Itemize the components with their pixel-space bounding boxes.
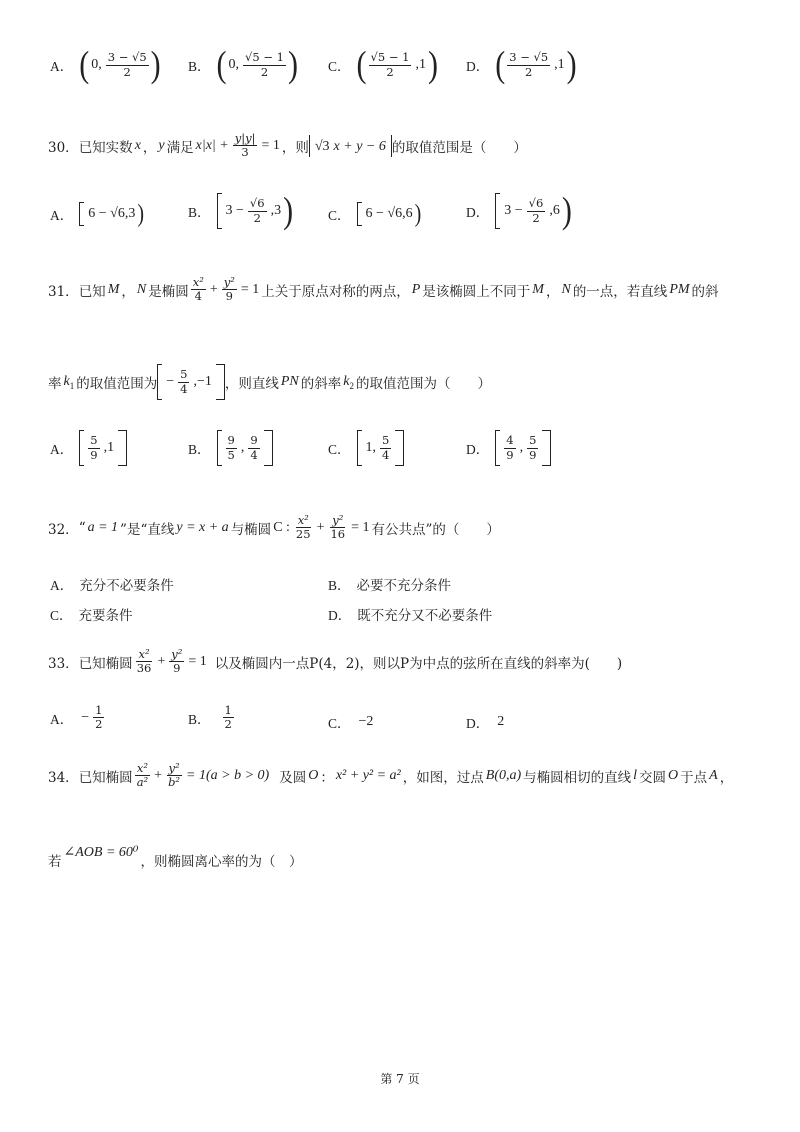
option-label: C． bbox=[328, 716, 351, 731]
angle-condition: ∠AOB = 60⁰ bbox=[63, 844, 139, 860]
fraction-denominator: b² bbox=[168, 775, 181, 790]
fraction-numerator: 3 − √5 bbox=[509, 50, 549, 65]
q30-option-b bbox=[188, 189, 294, 231]
equals-one: = 1 bbox=[351, 519, 370, 535]
open-paren: ( bbox=[216, 43, 227, 85]
fraction bbox=[223, 704, 234, 731]
option-label: D． bbox=[466, 59, 490, 74]
fraction-numerator: √5 − 1 bbox=[245, 50, 284, 65]
q29-option-b bbox=[188, 43, 298, 85]
fraction bbox=[248, 434, 259, 461]
option-label: C． bbox=[328, 59, 351, 74]
q31-option-a bbox=[50, 430, 127, 466]
interval-right: ,1 bbox=[103, 440, 115, 455]
condition-right: = 1 bbox=[261, 137, 280, 153]
stem-text: “ bbox=[78, 519, 86, 536]
point-b: B(0,a) bbox=[485, 767, 522, 783]
close-bracket bbox=[542, 430, 551, 466]
fraction-denominator: 2 bbox=[253, 210, 261, 225]
stem-text: 以及椭圆内一点P(4，2)，则以P为中点的弦所在直线的斜率为( ) bbox=[214, 655, 623, 672]
fraction-numerator: 1 bbox=[224, 703, 232, 717]
stem-text: ， bbox=[545, 283, 560, 300]
q30-stem bbox=[48, 132, 527, 159]
option-label: A． bbox=[50, 442, 74, 457]
stem-text: 已知 bbox=[78, 283, 106, 300]
minus-sign: − bbox=[166, 374, 175, 389]
slope-symbol: k bbox=[63, 373, 70, 389]
fraction-denominator: 5 bbox=[227, 447, 235, 462]
plus-sign: + bbox=[157, 653, 166, 669]
fraction bbox=[226, 434, 237, 461]
fraction bbox=[178, 368, 189, 395]
option-label: C． bbox=[328, 442, 351, 457]
stem-text: ， bbox=[121, 283, 135, 300]
ellipse-term-y bbox=[222, 276, 237, 303]
fraction-numerator: 5 bbox=[382, 433, 390, 448]
close-bracket bbox=[264, 430, 273, 466]
line-pn: PN bbox=[280, 374, 299, 389]
var-m: M bbox=[532, 281, 544, 297]
option-label: A． bbox=[50, 578, 74, 593]
option-text: 必要不充分条件 bbox=[356, 578, 452, 594]
close-paren: ) bbox=[561, 189, 572, 231]
option-label: D． bbox=[466, 716, 490, 731]
q33-option-c bbox=[328, 712, 375, 732]
fraction-denominator: 2 bbox=[532, 210, 540, 225]
plus-sign: + bbox=[154, 767, 163, 783]
stem-text: 的斜率 bbox=[300, 376, 342, 392]
fraction-denominator: 4 bbox=[250, 447, 258, 462]
close-paren: ) bbox=[427, 43, 438, 85]
fraction-numerator: 5 bbox=[529, 433, 537, 448]
stem-text: ，如图，过点 bbox=[402, 769, 484, 786]
expression-rest: x + y − 6 bbox=[333, 138, 386, 154]
fraction-denominator: 16 bbox=[330, 527, 346, 542]
fraction-denominator: 9 bbox=[173, 661, 181, 676]
option-label: A． bbox=[50, 208, 74, 223]
stem-text: 于点 bbox=[680, 769, 708, 786]
fraction-numerator: y² bbox=[223, 275, 235, 289]
stem-text: 与椭圆相切的直线 bbox=[523, 769, 632, 786]
condition-a: a = 1 bbox=[87, 519, 119, 535]
fraction-numerator: 5 bbox=[180, 367, 188, 382]
stem-text: ，则直线 bbox=[224, 376, 279, 392]
fraction-denominator: 2 bbox=[224, 717, 232, 732]
fraction bbox=[504, 434, 515, 461]
q32-option-b bbox=[328, 574, 451, 594]
stem-text: ，则 bbox=[281, 139, 309, 156]
interval-left: 1, bbox=[365, 440, 377, 455]
q29-option-c bbox=[328, 43, 438, 85]
stem-text: 与椭圆 bbox=[230, 521, 272, 538]
fraction bbox=[106, 51, 149, 78]
interval-right: ,1 bbox=[415, 57, 426, 72]
fraction-numerator: 4 bbox=[506, 433, 514, 448]
stem-text: 已知椭圆 bbox=[78, 769, 133, 786]
var-m: M bbox=[107, 281, 120, 297]
q29-option-d bbox=[466, 43, 577, 85]
fraction-numerator: y² bbox=[332, 513, 344, 527]
fraction-numerator: √6 bbox=[249, 196, 265, 211]
close-bracket bbox=[395, 430, 404, 466]
fraction-numerator: 1 bbox=[95, 703, 103, 717]
interval-right: ,−1 bbox=[193, 374, 212, 389]
option-label: D． bbox=[328, 608, 352, 623]
stem-text: 的一点，若直线 bbox=[572, 283, 668, 300]
fraction-numerator: 9 bbox=[227, 433, 235, 448]
q34-stem-line1 bbox=[48, 762, 733, 789]
q33-option-d bbox=[466, 712, 506, 732]
open-paren: ( bbox=[79, 43, 90, 85]
fraction-numerator: √6 bbox=[528, 196, 544, 211]
page-number: 第 7 页 bbox=[380, 1072, 420, 1086]
fraction bbox=[93, 704, 104, 731]
condition-left: x|x| + bbox=[195, 137, 229, 153]
question-number: 31． bbox=[48, 283, 79, 300]
fraction bbox=[527, 434, 538, 461]
option-text: 充分不必要条件 bbox=[79, 578, 174, 594]
fraction-denominator: 9 bbox=[90, 447, 98, 462]
stem-text: ： bbox=[320, 769, 334, 786]
ellipse-term-x bbox=[135, 762, 150, 789]
question-number: 32． bbox=[48, 521, 79, 538]
open-bracket bbox=[157, 364, 162, 400]
stem-text: 上关于原点对称的两点， bbox=[261, 283, 410, 300]
open-bracket bbox=[357, 430, 362, 466]
q31-stem-line1 bbox=[48, 276, 719, 303]
question-number: 34． bbox=[48, 769, 79, 786]
ellipse-term-y bbox=[166, 762, 182, 789]
fraction-denominator: 9 bbox=[506, 447, 514, 462]
q33-option-b bbox=[188, 704, 236, 731]
fraction-denominator: 2 bbox=[123, 64, 131, 79]
stem-text: 的取值范围是（ ） bbox=[391, 139, 527, 156]
fraction-denominator: 2 bbox=[95, 717, 103, 732]
stem-text: 是椭圆 bbox=[148, 283, 189, 300]
option-text: 2 bbox=[497, 714, 505, 729]
ellipse-condition: = 1(a > b > 0) bbox=[186, 767, 270, 783]
interval-post: ,3 bbox=[270, 203, 282, 218]
q34-stem-line2 bbox=[48, 844, 303, 870]
open-bracket bbox=[79, 430, 84, 466]
slope-k2 bbox=[341, 374, 356, 391]
q32-option-c bbox=[50, 604, 133, 624]
fraction-denominator: 25 bbox=[295, 527, 311, 542]
root-three: √3 bbox=[314, 138, 330, 154]
fraction bbox=[248, 197, 267, 224]
circle-o: O bbox=[668, 767, 679, 783]
fraction-denominator: 2 bbox=[386, 64, 394, 79]
fraction-denominator: 2 bbox=[525, 64, 533, 79]
close-paren: ) bbox=[414, 200, 422, 228]
q32-option-a bbox=[50, 574, 174, 594]
comma: , bbox=[519, 440, 524, 455]
stem-text: 率 bbox=[48, 376, 62, 392]
open-bracket bbox=[495, 430, 500, 466]
close-paren: ) bbox=[287, 43, 298, 85]
fraction bbox=[369, 51, 412, 78]
q31-option-c bbox=[328, 430, 404, 466]
condition-fraction bbox=[233, 132, 258, 159]
option-label: C． bbox=[328, 208, 351, 223]
open-bracket bbox=[495, 193, 500, 229]
open-paren: ( bbox=[495, 43, 506, 85]
stem-text: 交圆 bbox=[639, 769, 667, 786]
option-label: C． bbox=[50, 608, 73, 623]
fraction bbox=[243, 51, 286, 78]
ellipse-term-x bbox=[135, 648, 154, 675]
option-label: B． bbox=[188, 205, 211, 220]
open-paren: ( bbox=[356, 43, 367, 85]
stem-text: 及圆 bbox=[279, 769, 307, 786]
stem-text: ， bbox=[719, 769, 734, 786]
close-bracket bbox=[216, 364, 225, 400]
option-label: D． bbox=[466, 205, 490, 220]
option-label: B． bbox=[188, 59, 211, 74]
fraction-denominator: 9 bbox=[529, 447, 537, 462]
var-x: x bbox=[134, 137, 141, 153]
fraction-numerator: 9 bbox=[250, 433, 258, 448]
fraction-denominator: a² bbox=[136, 775, 149, 790]
equals-one: = 1 bbox=[188, 653, 207, 669]
option-text: 充要条件 bbox=[78, 608, 133, 624]
line-l: l bbox=[633, 767, 638, 783]
ellipse-term-y bbox=[169, 648, 184, 675]
q31-option-b bbox=[188, 430, 273, 466]
close-paren: ) bbox=[137, 200, 145, 228]
var-n: N bbox=[561, 281, 571, 297]
close-paren: ) bbox=[150, 43, 161, 85]
fraction-numerator: x² bbox=[136, 761, 148, 775]
q30-option-d bbox=[466, 189, 572, 231]
fraction-denominator: 4 bbox=[180, 381, 188, 396]
stem-text: 已知实数 bbox=[78, 139, 133, 156]
stem-text: 若 bbox=[48, 854, 62, 870]
fraction-denominator: 2 bbox=[260, 64, 269, 79]
fraction-denominator: 36 bbox=[136, 661, 152, 676]
fraction-denominator: 9 bbox=[225, 289, 233, 304]
interval-pre: 3 − bbox=[504, 203, 523, 218]
question-number: 33． bbox=[48, 655, 79, 672]
stem-text: 有公共点”的（ ） bbox=[371, 521, 500, 538]
q31-stem-line2 bbox=[48, 364, 491, 400]
minus-sign: − bbox=[81, 709, 90, 725]
circle-o: O bbox=[308, 767, 319, 783]
stem-text: 的取值范围为 bbox=[76, 376, 158, 392]
stem-text: ， bbox=[142, 139, 157, 156]
fraction-numerator: √5 − 1 bbox=[370, 50, 410, 65]
fraction-denominator: 4 bbox=[194, 289, 202, 304]
interval-left: 0, bbox=[91, 57, 102, 72]
option-text: −2 bbox=[358, 714, 374, 729]
fraction-numerator: 3 − √5 bbox=[107, 50, 147, 65]
plus-sign: + bbox=[209, 281, 218, 297]
ellipse-term-x bbox=[191, 276, 206, 303]
stem-text: 的取值范围为（ ） bbox=[355, 376, 491, 392]
stem-text: 是该椭圆上不同于 bbox=[422, 283, 531, 300]
q29-option-a bbox=[50, 43, 161, 85]
var-y: y bbox=[158, 137, 165, 153]
stem-text: 满足 bbox=[166, 139, 194, 156]
slope-subscript: 2 bbox=[349, 380, 354, 391]
stem-text: 的斜 bbox=[691, 283, 719, 300]
fraction-numerator: 5 bbox=[90, 433, 98, 448]
fraction bbox=[380, 434, 391, 461]
line-pm: PM bbox=[669, 281, 690, 297]
option-label: B． bbox=[188, 711, 211, 727]
q32-option-d bbox=[328, 604, 492, 624]
fraction-numerator: x² bbox=[192, 275, 204, 289]
option-label: A． bbox=[50, 59, 74, 74]
fraction-numerator: y² bbox=[171, 647, 183, 661]
ellipse-name: C : bbox=[273, 519, 290, 535]
close-paren: ) bbox=[566, 43, 577, 85]
var-p: P bbox=[411, 281, 421, 297]
fraction bbox=[507, 51, 550, 78]
interval-pre: 3 − bbox=[225, 203, 244, 218]
fraction bbox=[527, 197, 546, 224]
option-label: D． bbox=[466, 442, 490, 457]
close-paren: ) bbox=[283, 189, 294, 231]
stem-text: ”是“直线 bbox=[120, 521, 175, 538]
fraction-numerator: x² bbox=[138, 647, 150, 661]
close-bracket bbox=[118, 430, 127, 466]
stem-text: 已知椭圆 bbox=[78, 655, 133, 672]
q30-option-a bbox=[50, 202, 144, 226]
fraction bbox=[88, 434, 99, 461]
open-bracket bbox=[217, 193, 222, 229]
option-label: A． bbox=[50, 711, 74, 727]
fraction-denominator: 3 bbox=[241, 145, 249, 160]
fraction-numerator: y² bbox=[168, 761, 180, 775]
interval-text: 6 − √6,3 bbox=[88, 206, 136, 221]
comma: , bbox=[240, 440, 245, 455]
stem-text: ，则椭圆离心率的为（ ） bbox=[140, 854, 303, 870]
option-label: B． bbox=[188, 442, 211, 457]
q31-option-d bbox=[466, 430, 551, 466]
open-bracket bbox=[217, 430, 222, 466]
plus-sign: + bbox=[316, 519, 325, 535]
q33-option-a bbox=[50, 704, 106, 731]
q30-option-c bbox=[328, 202, 421, 226]
q33-stem bbox=[48, 648, 622, 675]
interval-post: ,6 bbox=[549, 203, 560, 218]
q32-stem bbox=[48, 514, 500, 541]
open-bracket bbox=[79, 202, 84, 226]
open-bracket bbox=[357, 202, 362, 226]
slope-k1 bbox=[62, 374, 77, 391]
ellipse-term-y bbox=[328, 514, 347, 541]
question-number: 30． bbox=[48, 139, 79, 156]
option-text: 既不充分又不必要条件 bbox=[357, 608, 493, 624]
var-n: N bbox=[136, 281, 147, 297]
absolute-expression bbox=[309, 135, 392, 157]
interval-text: 6 − √6,6 bbox=[365, 206, 413, 221]
fraction-numerator: y|y| bbox=[234, 131, 256, 145]
fraction-denominator: 4 bbox=[382, 447, 390, 462]
point-a: A bbox=[709, 767, 718, 783]
option-label: B． bbox=[328, 578, 351, 593]
slope-symbol: k bbox=[343, 373, 350, 389]
line-equation: y = x + a bbox=[176, 519, 229, 535]
circle-equation: x² + y² = a² bbox=[335, 767, 401, 783]
slope-subscript: 1 bbox=[69, 380, 75, 391]
fraction-numerator: x² bbox=[297, 513, 309, 527]
equals-one: = 1 bbox=[240, 281, 260, 297]
interval-left: 0, bbox=[228, 57, 240, 72]
ellipse-term-x bbox=[294, 514, 313, 541]
interval-right: ,1 bbox=[554, 57, 565, 72]
